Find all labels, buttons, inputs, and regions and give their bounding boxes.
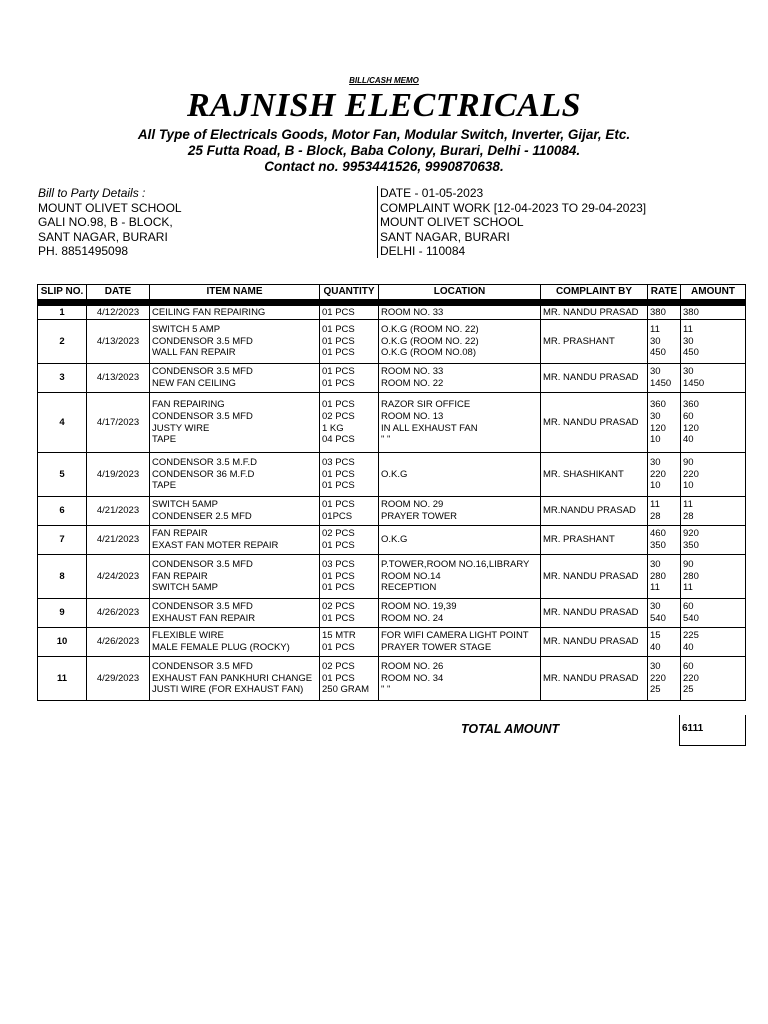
cell-quantity [320, 393, 379, 453]
cell-rate [648, 599, 681, 628]
cell-location [379, 320, 541, 364]
cell-amount-line: 360 [683, 398, 699, 410]
cell-location-line: IN ALL EXHAUST FAN [381, 422, 478, 434]
cell-amount [681, 599, 746, 628]
cell-amount-line: 60 [683, 660, 694, 672]
cell-item-line: JUSTY WIRE [152, 422, 210, 434]
bill-to-party [38, 186, 182, 259]
cell-date: 4/17/2023 [87, 393, 150, 453]
cell-complaint-by: MR. NANDU PRASAD [541, 599, 648, 628]
cell-amount [681, 497, 746, 526]
cell-complaint-by: MR. NANDU PRASAD [541, 364, 648, 393]
cell-quantity-line: 01 PCS [322, 335, 355, 347]
cell-complaint-by: MR. SHASHIKANT [541, 453, 648, 497]
cell-item-line: WALL FAN REPAIR [152, 347, 236, 359]
cell-amount-line: 280 [683, 570, 699, 582]
cell-date: 4/12/2023 [87, 306, 150, 320]
cell-quantity-line: 01 PCS [322, 540, 355, 551]
cell-location [379, 555, 541, 599]
cell-location [379, 497, 541, 526]
cell-quantity-line: 03 PCS [322, 456, 355, 468]
cell-location-line: ROOM NO. 29 [381, 499, 444, 511]
cell-quantity-line: 04 PCS [322, 434, 355, 446]
cell-item-line: CONDENSOR 3.5 MFD [152, 335, 253, 347]
cell-location [379, 393, 541, 453]
cell-rate-line: 30 [650, 660, 661, 672]
info-line: DELHI - 110084 [380, 244, 466, 259]
cell-complaint-by: MR. NANDU PRASAD [541, 555, 648, 599]
cell-item [150, 306, 320, 320]
cell-rate-line: 540 [650, 613, 666, 624]
cell-quantity [320, 526, 379, 555]
cell-item-line: CONDENSOR 3.5 MFD [152, 366, 253, 378]
cell-amount-line: 28 [683, 511, 694, 522]
bill-info [380, 186, 646, 259]
cell-quantity-line: 01 PCS [322, 672, 355, 684]
cell-quantity [320, 628, 379, 657]
table-row [38, 320, 746, 364]
cell-quantity-line: 1 KG [322, 422, 344, 434]
cell-quantity [320, 599, 379, 628]
cell-slip: 11 [38, 657, 87, 701]
cell-slip: 9 [38, 599, 87, 628]
cell-amount [681, 306, 746, 320]
cell-location-line: ROOM NO. 26 [381, 660, 444, 672]
cell-rate-line: 10 [650, 480, 661, 492]
memo-type: BILL/CASH MEMO [349, 76, 419, 85]
cell-amount-line: 25 [683, 684, 694, 696]
cell-amount-line: 920 [683, 528, 699, 540]
cell-amount-line: 220 [683, 468, 699, 480]
cell-item-line: NEW FAN CEILING [152, 378, 236, 389]
cell-date: 4/13/2023 [87, 320, 150, 364]
cell-amount [681, 364, 746, 393]
header-complaint-by: COMPLAINT BY [541, 285, 648, 300]
cell-item [150, 393, 320, 453]
cell-rate-line: 25 [650, 684, 661, 696]
cell-quantity-line: 03 PCS [322, 558, 355, 570]
cell-location [379, 306, 541, 320]
cell-location-line: O.K.G (ROOM NO. 22) [381, 323, 479, 335]
info-divider [377, 186, 378, 258]
cell-item-line: CONDENSOR 3.5 MFD [152, 558, 253, 570]
cell-item-line: EXAST FAN MOTER REPAIR [152, 540, 279, 551]
header-rate: RATE [648, 285, 681, 300]
cell-quantity-line: 01 PCS [322, 582, 355, 594]
party-line: SANT NAGAR, BURARI [38, 229, 168, 244]
cell-slip: 3 [38, 364, 87, 393]
table-row [38, 657, 746, 701]
cell-item [150, 320, 320, 364]
cell-rate-line: 120 [650, 422, 666, 434]
cell-quantity-line: 01 PCS [322, 642, 355, 653]
cell-item-line: JUSTI WIRE (FOR EXHAUST FAN) [152, 684, 304, 696]
cell-item-line: EXHAUST FAN REPAIR [152, 613, 256, 624]
cell-quantity [320, 320, 379, 364]
cell-location-line: " " [381, 434, 391, 446]
header-item: ITEM NAME [150, 285, 320, 300]
table-row [38, 628, 746, 657]
cell-item [150, 599, 320, 628]
cell-date: 4/29/2023 [87, 657, 150, 701]
cell-amount-line: 30 [683, 335, 694, 347]
cell-rate [648, 453, 681, 497]
cell-rate-line: 360 [650, 398, 666, 410]
cell-location-line: ROOM NO. 24 [381, 613, 444, 624]
cell-rate [648, 320, 681, 364]
cell-item [150, 628, 320, 657]
cell-complaint-by: MR. PRASHANT [541, 526, 648, 555]
cell-date: 4/21/2023 [87, 526, 150, 555]
cell-amount-line: 225 [683, 630, 699, 642]
cell-rate [648, 393, 681, 453]
total-amount-box [679, 715, 746, 746]
cell-quantity-line: 01 PCS [322, 480, 355, 492]
cell-item-line: TAPE [152, 434, 177, 446]
cell-location-line: ROOM NO. 13 [381, 410, 444, 422]
company-address: 25 Futta Road, B - Block, Baba Colony, Burari, Delhi - 110084. [187, 143, 581, 158]
cell-item [150, 526, 320, 555]
bill-body [38, 306, 746, 701]
cell-slip: 1 [38, 306, 87, 320]
cell-quantity-line: 01 PCS [322, 398, 355, 410]
cell-complaint-by: MR. NANDU PRASAD [541, 306, 648, 320]
cell-quantity-line: 01 PCS [322, 366, 355, 378]
cell-rate [648, 306, 681, 320]
total-amount-label: TOTAL AMOUNT [461, 722, 560, 736]
cell-slip: 5 [38, 453, 87, 497]
party-line: GALI NO.98, B - BLOCK, [38, 215, 173, 230]
info-line: DATE - 01-05-2023 [380, 186, 484, 200]
cell-amount-line: 90 [683, 456, 694, 468]
cell-quantity-line: 01 PCS [322, 499, 355, 511]
cell-item-line: SWITCH 5AMP [152, 582, 218, 594]
cell-location-line: RAZOR SIR OFFICE [381, 398, 471, 410]
cell-item-line: CEILING FAN REPAIRING [152, 306, 266, 318]
cell-rate-line: 15 [650, 630, 661, 642]
cell-location-line: RECEPTION [381, 582, 437, 594]
cell-amount-line: 380 [683, 306, 699, 318]
cell-location [379, 657, 541, 701]
cell-quantity-line: 02 PCS [322, 601, 355, 613]
cell-item-line: FAN REPAIR [152, 570, 208, 582]
cell-amount-line: 60 [683, 410, 694, 422]
cell-amount [681, 393, 746, 453]
cell-amount-line: 350 [683, 540, 699, 551]
cell-quantity-line: 01 PCS [322, 347, 355, 359]
cell-rate-line: 220 [650, 468, 666, 480]
cell-location-line: PRAYER TOWER STAGE [381, 642, 492, 653]
cell-slip: 10 [38, 628, 87, 657]
cell-item-line: FLEXIBLE WIRE [152, 630, 224, 642]
header-amount: AMOUNT [681, 285, 746, 300]
cell-location-line: O.K.G [381, 468, 408, 480]
party-label: Bill to Party Details : [38, 186, 146, 200]
info-line: SANT NAGAR, BURARI [380, 229, 510, 244]
cell-quantity [320, 555, 379, 599]
cell-location-line: ROOM NO. 33 [381, 366, 444, 378]
cell-item-line: TAPE [152, 480, 177, 492]
cell-quantity-line: 250 GRAM [322, 684, 369, 696]
cell-rate-line: 11 [650, 499, 660, 511]
cell-location-line: O.K.G [381, 534, 408, 546]
cell-location-line: O.K.G (ROOM NO.08) [381, 347, 477, 359]
cell-location-line: FOR WIFI CAMERA LIGHT POINT [381, 630, 529, 642]
cell-amount [681, 526, 746, 555]
cell-item-line: CONDENSOR 3.5 MFD [152, 410, 253, 422]
cell-amount-line: 30 [683, 366, 694, 378]
cell-item-line: CONDENSOR 3.5 MFD [152, 660, 253, 672]
cell-location-line: ROOM NO. 19,39 [381, 601, 457, 613]
cell-rate-line: 350 [650, 540, 666, 551]
table-row [38, 393, 746, 453]
cell-rate-line: 11 [650, 323, 660, 335]
cell-date: 4/19/2023 [87, 453, 150, 497]
cell-amount-line: 60 [683, 601, 694, 613]
cell-item [150, 364, 320, 393]
table-row [38, 364, 746, 393]
cell-item [150, 555, 320, 599]
cell-amount-line: 540 [683, 613, 699, 624]
cell-slip: 4 [38, 393, 87, 453]
cell-location-line: P.TOWER,ROOM NO.16,LIBRARY [381, 558, 530, 570]
cell-rate-line: 30 [650, 366, 661, 378]
cell-quantity [320, 364, 379, 393]
cell-location-line: O.K.G (ROOM NO. 22) [381, 335, 479, 347]
cell-item [150, 497, 320, 526]
cell-location [379, 599, 541, 628]
party-line: PH. 8851495098 [38, 244, 129, 259]
cell-quantity-line: 01 PCS [322, 323, 355, 335]
cell-item-line: CONDENSOR 3.5 M.F.D [152, 456, 258, 468]
cell-item-line: FAN REPAIR [152, 528, 208, 540]
cell-item-line: EXHAUST FAN PANKHURI CHANGE [152, 672, 313, 684]
cell-location-line: ROOM NO.14 [381, 570, 441, 582]
header-location: LOCATION [379, 285, 541, 300]
cell-complaint-by: MR. NANDU PRASAD [541, 393, 648, 453]
table-header-row [38, 285, 746, 300]
cell-amount [681, 628, 746, 657]
table-row [38, 453, 746, 497]
cell-location [379, 453, 541, 497]
cell-item-line: SWITCH 5 AMP [152, 323, 221, 335]
cell-amount-line: 11 [683, 499, 693, 511]
cell-rate [648, 364, 681, 393]
cell-rate-line: 28 [650, 511, 661, 522]
header-date: DATE [87, 285, 150, 300]
cell-rate-line: 30 [650, 335, 661, 347]
cell-amount-line: 450 [683, 347, 699, 359]
cell-quantity-line: 02 PCS [322, 528, 355, 540]
cell-amount-line: 40 [683, 434, 694, 446]
cell-slip: 7 [38, 526, 87, 555]
cell-quantity-line: 01 PCS [322, 613, 355, 624]
table-row [38, 497, 746, 526]
cell-date: 4/13/2023 [87, 364, 150, 393]
cell-amount [681, 555, 746, 599]
cell-rate [648, 657, 681, 701]
cell-item [150, 657, 320, 701]
cell-item-line: CONDENSOR 3.5 MFD [152, 601, 253, 613]
cell-amount-line: 10 [683, 480, 694, 492]
cell-complaint-by: MR. PRASHANT [541, 320, 648, 364]
cell-quantity-line: 01 PCS [322, 570, 355, 582]
info-line: COMPLAINT WORK [12-04-2023 TO 29-04-2023] [380, 200, 647, 215]
cell-item-line: SWITCH 5AMP [152, 499, 218, 511]
cell-complaint-by: MR.NANDU PRASAD [541, 497, 648, 526]
cell-quantity-line: 02 PCS [322, 660, 355, 672]
cell-location [379, 526, 541, 555]
cell-amount-line: 90 [683, 558, 694, 570]
cell-rate-line: 40 [650, 642, 661, 653]
cell-location-line: ROOM NO. 22 [381, 378, 444, 389]
bill-table [37, 284, 746, 701]
cell-item-line: FAN REPAIRING [152, 398, 225, 410]
cell-quantity-line: 01 PCS [322, 378, 355, 389]
cell-complaint-by: MR. NANDU PRASAD [541, 628, 648, 657]
cell-amount-line: 1450 [683, 378, 705, 389]
cell-date: 4/24/2023 [87, 555, 150, 599]
cell-slip: 8 [38, 555, 87, 599]
cell-location [379, 628, 541, 657]
cell-quantity [320, 453, 379, 497]
cell-rate-line: 280 [650, 570, 666, 582]
cell-quantity-line: 02 PCS [322, 410, 355, 422]
cell-amount-line: 40 [683, 642, 694, 653]
cell-amount-line: 11 [683, 582, 693, 594]
cell-rate-line: 11 [650, 582, 660, 594]
cell-quantity [320, 657, 379, 701]
cell-quantity [320, 306, 379, 320]
cell-location [379, 364, 541, 393]
cell-slip: 2 [38, 320, 87, 364]
cell-rate-line: 30 [650, 410, 661, 422]
cell-complaint-by: MR. NANDU PRASAD [541, 657, 648, 701]
cell-amount-line: 220 [683, 672, 699, 684]
header-slip: SLIP NO. [38, 285, 87, 300]
cell-item-line: MALE FEMALE PLUG (ROCKY) [152, 642, 290, 653]
cell-item-line: CONDENSOR 36 M.F.D [152, 468, 255, 480]
table-row [38, 599, 746, 628]
cell-location-line: " " [381, 684, 391, 696]
party-line: MOUNT OLIVET SCHOOL [38, 200, 182, 215]
cell-amount [681, 657, 746, 701]
cell-quantity-line: 01 PCS [322, 468, 355, 480]
cell-item-line: CONDENSER 2.5 MFD [152, 511, 252, 522]
total-amount-value: 6111 [682, 723, 704, 734]
cell-rate [648, 526, 681, 555]
company-contact: Contact no. 9953441526, 9990870638. [264, 159, 504, 174]
cell-rate-line: 450 [650, 347, 666, 359]
cell-date: 4/26/2023 [87, 628, 150, 657]
cell-date: 4/26/2023 [87, 599, 150, 628]
cell-rate-line: 10 [650, 434, 661, 446]
header-quantity: QUANTITY [320, 285, 379, 300]
cell-rate-line: 380 [650, 306, 666, 318]
cell-slip: 6 [38, 497, 87, 526]
cell-amount [681, 320, 746, 364]
table-row [38, 555, 746, 599]
cell-amount [681, 453, 746, 497]
cell-date: 4/21/2023 [87, 497, 150, 526]
cell-rate-line: 220 [650, 672, 666, 684]
cell-location-line: PRAYER TOWER [381, 511, 458, 522]
cell-rate-line: 1450 [650, 378, 672, 389]
cell-rate [648, 555, 681, 599]
cell-rate [648, 497, 681, 526]
cell-quantity-line: 01 PCS [322, 306, 355, 318]
info-line: MOUNT OLIVET SCHOOL [380, 215, 524, 230]
cell-item [150, 453, 320, 497]
cell-quantity-line: 01PCS [322, 511, 353, 522]
cell-rate-line: 460 [650, 528, 666, 540]
cell-rate [648, 628, 681, 657]
cell-quantity-line: 15 MTR [322, 630, 356, 642]
cell-location-line: ROOM NO. 34 [381, 672, 444, 684]
cell-location-line: ROOM NO. 33 [381, 306, 444, 318]
table-row [38, 306, 746, 320]
company-tagline: All Type of Electricals Goods, Motor Fan, Modular Switch, Inverter, Gijar, Etc. [137, 127, 631, 142]
cell-amount-line: 11 [683, 323, 693, 335]
cell-rate-line: 30 [650, 601, 661, 613]
table-row [38, 526, 746, 555]
cell-rate-line: 30 [650, 558, 661, 570]
cell-rate-line: 30 [650, 456, 661, 468]
company-name: RAJNISH ELECTRICALS [186, 87, 581, 124]
cell-amount-line: 120 [683, 422, 699, 434]
cell-quantity [320, 497, 379, 526]
